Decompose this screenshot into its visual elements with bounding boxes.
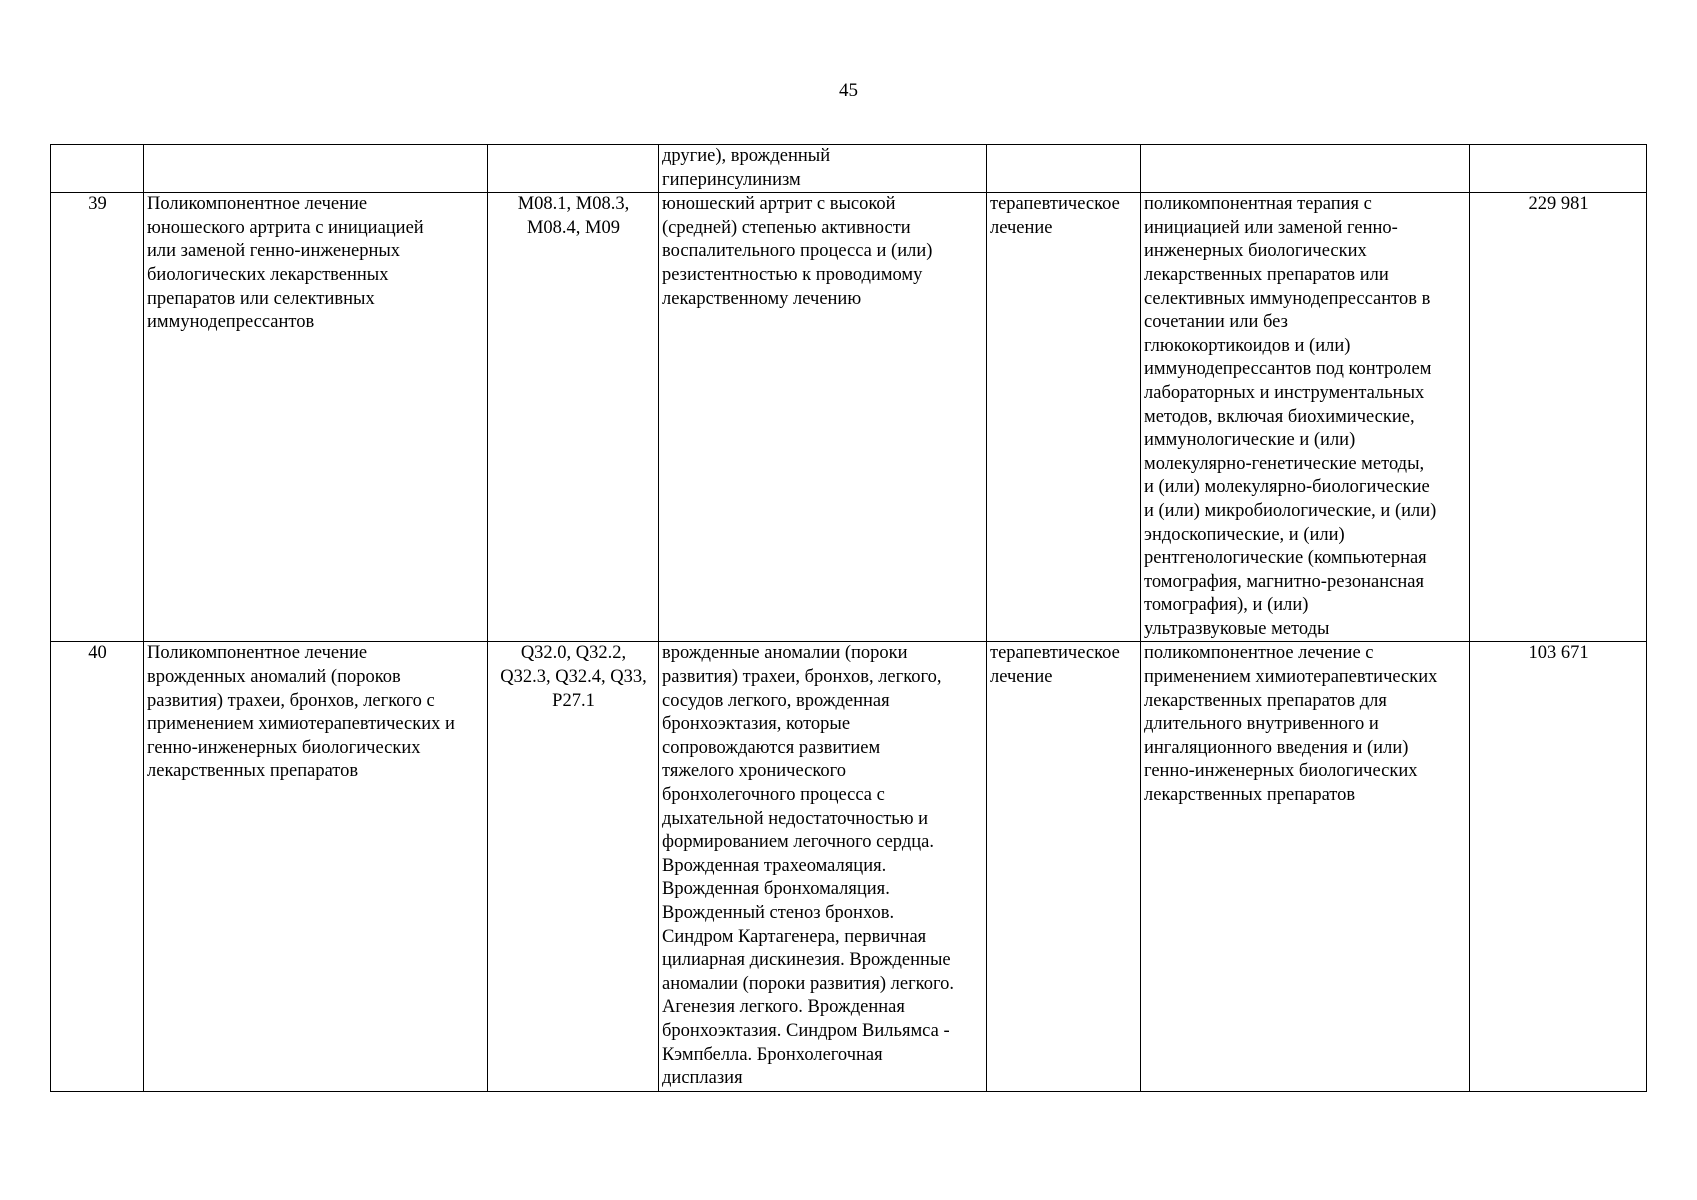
cell-care-name [144,145,488,193]
text-line: Q32.3, Q32.4, Q33, [500,667,647,688]
text-line: тяжелого хронического [662,761,846,782]
text-line: Врожденный стеноз бронхов. [662,903,895,923]
text-line: лечение [990,217,1053,238]
text-line: поликомпонентное лечение с [1144,643,1374,664]
text-line: и (или) микробиологические, и (или) [1144,500,1437,521]
text-line: (средней) степенью активности [662,217,911,238]
text-line: юношеский артрит с высокой [662,194,896,215]
text-line: воспалительного процесса и (или) [662,241,933,262]
text-line: лекарственных препаратов [147,761,359,782]
text-line: P27.1 [552,690,595,711]
text-line: биологических лекарственных [147,264,389,285]
text-line: Врожденная трахеомаляция. [662,855,887,876]
text-line: рентгенологические (компьютерная [1144,548,1427,569]
cell-care-name [144,193,488,642]
table-row [51,642,1647,1091]
cell-patient-model [659,193,987,642]
text-line: бронхолегочного процесса с [662,785,885,806]
text-line: Поликомпонентное лечение [147,194,368,215]
text-line: иммунодепрессантов под контролем [1144,359,1432,380]
text-line: Поликомпонентное лечение [147,643,368,664]
text-line: дыхательной недостаточностью и [662,808,929,829]
cell-treatment-method [1141,145,1470,193]
cell-treatment-type [987,145,1141,193]
text-line: длительного внутривенного и [1144,714,1379,735]
text-line: формированием легочного сердца. [662,832,934,853]
page-number: 45 [839,80,858,101]
text-line: Синдром Картагенера, первичная [662,926,927,947]
text-line: бронхоэктазия. Синдром Вильямса - [662,1020,950,1041]
cell-care-name [144,642,488,1091]
text-line: ультразвуковые методы [1144,618,1330,639]
text-line: иммунодепрессантов [147,312,315,333]
text-line: Q32.0, Q32.2, [520,643,627,664]
cell-treatment-type [987,642,1141,1091]
cell-number: 40 [51,642,144,1091]
text-line: другие), врожденный [662,146,831,166]
text-line: развития) трахеи, бронхов, легкого с [147,690,435,711]
cell-icd-codes [488,145,659,193]
text-line: препаратов или селективных [147,288,375,309]
text-line: ингаляционного введения и (или) [1144,737,1409,758]
text-line: лекарственных препаратов [1144,785,1356,806]
text-line: и (или) молекулярно-биологические [1144,477,1430,498]
text-line: M08.1, M08.3, [517,194,630,215]
cell-cost [1470,145,1647,193]
text-line: M08.4, M09 [526,217,621,238]
text-line: Агенезия легкого. Врожденная [662,997,905,1018]
text-line: сосудов легкого, врожденная [662,690,890,711]
cell-patient-model [659,642,987,1091]
text-line: юношеского артрита с инициацией [147,217,424,238]
table-row [51,193,1647,642]
cell-number: 39 [51,193,144,642]
text-line: дисплазия [662,1068,743,1089]
text-line: лекарственному лечению [662,288,862,309]
cell-icd-codes [488,642,659,1091]
text-line: эндоскопические, и (или) [1144,524,1345,545]
text-line: томография), и (или) [1144,595,1309,616]
text-line: томография, магнитно-резонансная [1144,571,1424,592]
text-line: сопровождаются развитием [662,737,881,758]
text-line: резистентностью к проводимому [662,264,923,285]
text-line: врожденные аномалии (пороки [662,643,908,664]
text-line: методов, включая биохимические, [1144,406,1415,427]
cell-treatment-method [1141,193,1470,642]
text-line: бронхоэктазия, которые [662,714,851,735]
cell-treatment-type [987,193,1141,642]
text-line: сочетании или без [1144,312,1288,333]
text-line: лечение [990,667,1053,688]
text-line: инициацией или заменой генно- [1144,217,1398,238]
text-line: цилиарная дискинезия. Врожденные [662,950,951,971]
text-line: гиперинсулинизм [662,169,801,190]
text-line: селективных иммунодепрессантов в [1144,288,1431,309]
text-line: лекарственных препаратов для [1144,690,1387,711]
text-line: Врожденная бронхомаляция. [662,879,890,900]
text-line: глюкокортикоидов и (или) [1144,335,1351,356]
text-line: Кэмпбелла. Бронхолегочная [662,1044,883,1065]
text-line: врожденных аномалий (пороков [147,667,401,688]
text-line: лекарственных препаратов или [1144,264,1389,285]
text-line: терапевтическое [990,194,1120,215]
medical-care-table [50,144,1647,1092]
text-line: лабораторных и инструментальных [1144,382,1425,403]
text-line: генно-инженерных биологических [1144,761,1418,782]
text-line: применением химиотерапевтических [1144,667,1438,688]
text-line: терапевтическое [990,643,1120,664]
cell-number [51,145,144,193]
text-line: или заменой генно-инженерных [147,241,401,262]
cell-icd-codes [488,193,659,642]
text-line: развития) трахеи, бронхов, легкого, [662,667,942,688]
text-line: поликомпонентная терапия с [1144,194,1372,215]
cell-patient-model [659,145,987,193]
table-row-continuation [51,145,1647,193]
text-line: применением химиотерапевтических и [147,714,455,735]
cell-treatment-method [1141,642,1470,1091]
cell-cost: 229 981 [1470,193,1647,642]
text-line: молекулярно-генетические методы, [1144,453,1425,474]
text-line: инженерных биологических [1144,241,1367,262]
cell-cost: 103 671 [1470,642,1647,1091]
text-line: аномалии (пороки развития) легкого. [662,973,954,994]
text-line: генно-инженерных биологических [147,737,421,758]
text-line: иммунологические и (или) [1144,430,1356,451]
